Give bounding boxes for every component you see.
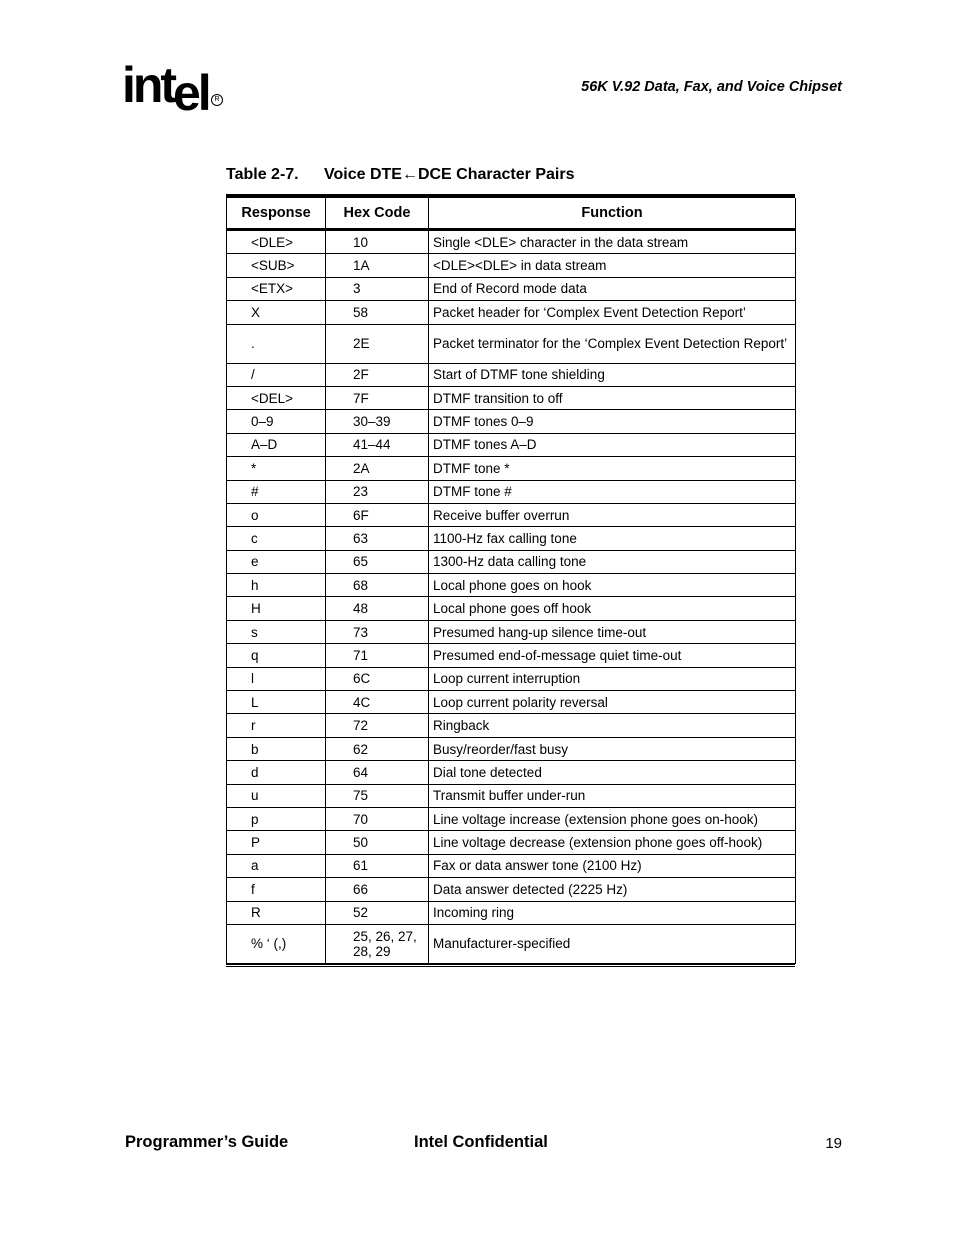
hex-code-cell: 6F — [326, 503, 429, 526]
header-response: Response — [227, 198, 326, 230]
function-cell: Receive buffer overrun — [429, 503, 796, 526]
hex-code-cell: 58 — [326, 301, 429, 324]
hex-code-cell: 48 — [326, 597, 429, 620]
hex-code-cell: 72 — [326, 714, 429, 737]
response-cell: A–D — [227, 433, 326, 456]
table-row — [227, 230, 796, 254]
table-row — [227, 433, 796, 456]
response-cell: b — [227, 737, 326, 760]
hex-code-cell: 66 — [326, 878, 429, 901]
function-cell: Line voltage decrease (extension phone goes off-hook) — [429, 831, 796, 854]
hex-code-cell: 2F — [326, 363, 429, 386]
response-cell: p — [227, 807, 326, 830]
response-cell: . — [227, 324, 326, 363]
response-cell: h — [227, 574, 326, 597]
response-cell: # — [227, 480, 326, 503]
response-cell: u — [227, 784, 326, 807]
hex-code-cell: 71 — [326, 644, 429, 667]
hex-code-cell: 64 — [326, 761, 429, 784]
table-title: Voice DTE←DCE Character Pairs — [324, 166, 575, 183]
function-cell: Manufacturer-specified — [429, 924, 796, 963]
function-cell: DTMF tones 0–9 — [429, 410, 796, 433]
function-cell: Presumed end-of-message quiet time-out — [429, 644, 796, 667]
function-cell: Loop current interruption — [429, 667, 796, 690]
table-row — [227, 737, 796, 760]
table-row — [227, 324, 796, 363]
function-cell: Transmit buffer under-run — [429, 784, 796, 807]
response-cell: c — [227, 527, 326, 550]
table-row — [227, 301, 796, 324]
response-cell: X — [227, 301, 326, 324]
footer-confidential: Intel Confidential — [414, 1133, 548, 1151]
function-cell: 1100-Hz fax calling tone — [429, 527, 796, 550]
footer-guide-title: Programmer’s Guide — [125, 1133, 289, 1151]
intel-logo — [122, 58, 232, 120]
table-row — [227, 574, 796, 597]
table-row — [227, 410, 796, 433]
registered-mark-icon: R — [211, 94, 223, 106]
function-cell: DTMF tones A–D — [429, 433, 796, 456]
table-caption — [226, 166, 574, 184]
hex-code-cell: 2A — [326, 457, 429, 480]
table-row — [227, 691, 796, 714]
function-cell: Local phone goes off hook — [429, 597, 796, 620]
response-cell: L — [227, 691, 326, 714]
table-number: Table 2-7. — [226, 166, 299, 183]
table-body — [227, 230, 796, 964]
hex-code-cell: 63 — [326, 527, 429, 550]
function-cell: Fax or data answer tone (2100 Hz) — [429, 854, 796, 877]
response-cell: / — [227, 363, 326, 386]
logo-word-part-2: el — [173, 65, 209, 120]
response-cell: r — [227, 714, 326, 737]
hex-code-cell: 75 — [326, 784, 429, 807]
hex-code-cell: 25, 26, 27, 28, 29 — [326, 924, 429, 963]
table-row — [227, 503, 796, 526]
table-row — [227, 620, 796, 643]
function-cell: End of Record mode data — [429, 277, 796, 300]
table-row — [227, 854, 796, 877]
table-row — [227, 457, 796, 480]
table-row — [227, 901, 796, 924]
response-cell: f — [227, 878, 326, 901]
hex-code-cell: 52 — [326, 901, 429, 924]
hex-code-cell: 10 — [326, 230, 429, 254]
table-row — [227, 527, 796, 550]
function-cell: Packet header for ‘Complex Event Detection Report’ — [429, 301, 796, 324]
response-cell: q — [227, 644, 326, 667]
response-cell: l — [227, 667, 326, 690]
hex-code-cell: 2E — [326, 324, 429, 363]
header-hex-code: Hex Code — [326, 198, 429, 230]
response-cell: <DEL> — [227, 386, 326, 409]
function-cell: Single <DLE> character in the data stream — [429, 230, 796, 254]
response-cell: s — [227, 620, 326, 643]
table-row — [227, 550, 796, 573]
table-row — [227, 480, 796, 503]
response-cell: P — [227, 831, 326, 854]
response-cell: o — [227, 503, 326, 526]
table-row — [227, 386, 796, 409]
document-title: 56K V.92 Data, Fax, and Voice Chipset — [581, 79, 842, 95]
response-cell: <SUB> — [227, 254, 326, 277]
function-cell: Packet terminator for the ‘Complex Event Detection Report’ — [429, 324, 796, 363]
function-cell: 1300-Hz data calling tone — [429, 550, 796, 573]
hex-code-cell: 23 — [326, 480, 429, 503]
response-cell: e — [227, 550, 326, 573]
character-pairs-table-container — [226, 194, 795, 967]
response-cell: <DLE> — [227, 230, 326, 254]
header-function: Function — [429, 198, 796, 230]
hex-code-cell: 4C — [326, 691, 429, 714]
function-cell: DTMF tone * — [429, 457, 796, 480]
hex-code-cell: 70 — [326, 807, 429, 830]
hex-code-cell: 3 — [326, 277, 429, 300]
table-row — [227, 924, 796, 963]
function-cell: DTMF tone # — [429, 480, 796, 503]
page-number: 19 — [825, 1135, 842, 1152]
logo-word-part-1: int — [122, 58, 175, 113]
table-header-row — [227, 198, 796, 230]
table-row — [227, 878, 796, 901]
response-cell: d — [227, 761, 326, 784]
table-row — [227, 363, 796, 386]
function-cell: Incoming ring — [429, 901, 796, 924]
table-row — [227, 761, 796, 784]
function-cell: Ringback — [429, 714, 796, 737]
response-cell: * — [227, 457, 326, 480]
character-pairs-table — [226, 198, 796, 964]
table-row — [227, 714, 796, 737]
table-row — [227, 784, 796, 807]
table-row — [227, 597, 796, 620]
table-row — [227, 277, 796, 300]
response-cell: <ETX> — [227, 277, 326, 300]
table-row — [227, 667, 796, 690]
hex-code-cell: 30–39 — [326, 410, 429, 433]
function-cell: Loop current polarity reversal — [429, 691, 796, 714]
table-row — [227, 807, 796, 830]
function-cell: Busy/reorder/fast busy — [429, 737, 796, 760]
response-cell: % ‘ (,) — [227, 924, 326, 963]
table-row — [227, 644, 796, 667]
hex-code-cell: 50 — [326, 831, 429, 854]
function-cell: Line voltage increase (extension phone goes on-hook) — [429, 807, 796, 830]
function-cell: Dial tone detected — [429, 761, 796, 784]
hex-code-cell: 7F — [326, 386, 429, 409]
hex-code-cell: 1A — [326, 254, 429, 277]
hex-code-cell: 41–44 — [326, 433, 429, 456]
hex-code-cell: 62 — [326, 737, 429, 760]
response-cell: H — [227, 597, 326, 620]
function-cell: Local phone goes on hook — [429, 574, 796, 597]
hex-code-cell: 65 — [326, 550, 429, 573]
table-row — [227, 831, 796, 854]
function-cell: Start of DTMF tone shielding — [429, 363, 796, 386]
response-cell: a — [227, 854, 326, 877]
function-cell: <DLE><DLE> in data stream — [429, 254, 796, 277]
intel-logo-mark — [122, 58, 232, 120]
table-row — [227, 254, 796, 277]
hex-code-cell: 68 — [326, 574, 429, 597]
hex-code-cell: 6C — [326, 667, 429, 690]
response-cell: 0–9 — [227, 410, 326, 433]
hex-code-cell: 61 — [326, 854, 429, 877]
response-cell: R — [227, 901, 326, 924]
function-cell: Presumed hang-up silence time-out — [429, 620, 796, 643]
function-cell: Data answer detected (2225 Hz) — [429, 878, 796, 901]
hex-code-cell: 73 — [326, 620, 429, 643]
function-cell: DTMF transition to off — [429, 386, 796, 409]
